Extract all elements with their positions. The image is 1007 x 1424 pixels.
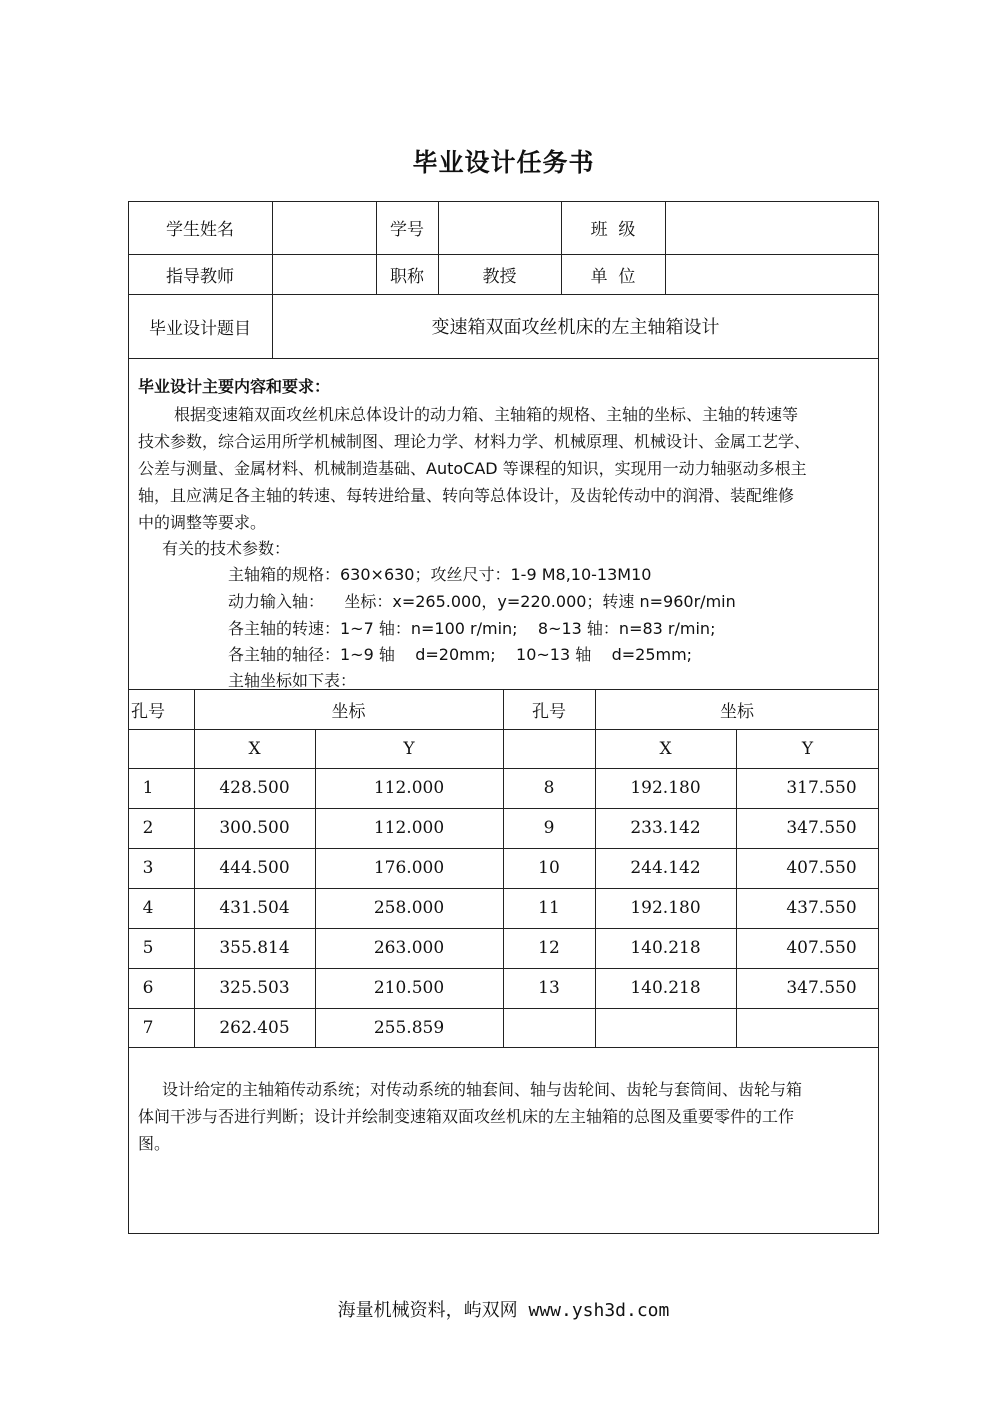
hole-no-cell: 4 [142,898,154,918]
x-cell: 192.180 [630,898,701,918]
y-cell: 347.550 [786,978,857,998]
final-text-line: 设计给定的主轴箱传动系统；对传动系统的轴套间、轴与齿轮间、齿轮与套筒间、齿轮与箱 [162,1080,803,1099]
x-cell: 444.500 [219,858,290,878]
page-title: 毕业设计任务书 [412,148,595,177]
topic-label: 毕业设计题目 [149,318,251,339]
y-cell: 210.500 [373,978,445,998]
param-line: 各主轴的轴径：1~9 轴 d=20mm; 10~13 轴 d=25mm; [228,645,693,664]
footer-watermark: 海量机械资料，屿双网 www.ysh3d.com [337,1300,670,1321]
hole-no-cell: 2 [142,818,154,838]
y-cell: 407.550 [786,938,857,958]
x-cell: 325.503 [219,978,290,998]
advisor-field[interactable] [272,254,376,294]
x-cell: 244.142 [630,858,701,878]
hole-no-cell: 6 [142,978,154,998]
requirements-heading: 毕业设计主要内容和要求： [138,377,331,396]
param-line: 各主轴的转速：1~7 轴：n=100 r/min; 8~13 轴：n=83 r/min; [228,619,716,638]
coord-header: 坐标 [720,701,754,722]
hole-no-cell: 11 [538,898,560,918]
final-text-line: 图。 [138,1134,171,1153]
x-cell: 140.218 [630,938,701,958]
student-id-label: 学号 [390,220,424,240]
x-cell: 262.405 [219,1018,290,1038]
advisor-label: 指导教师 [166,266,234,287]
x-cell: 428.500 [219,778,290,798]
class-label: 班 级 [590,220,636,240]
requirements-text-line: 根据变速箱双面攻丝机床总体设计的动力箱、主轴箱的规格、主轴的坐标、主轴的转速等 [174,405,799,424]
hole-no-cell: 3 [142,858,154,878]
param-line: 动力输入轴： 坐标：x=265.000，y=220.000；转速 n=960r/min [228,592,736,611]
x-header: X [248,738,261,759]
param-line: 主轴坐标如下表： [228,671,357,690]
hole-no-cell: 12 [538,938,560,958]
x-cell: 431.504 [219,898,290,918]
final-text-line: 体间干涉与否进行判断；设计并绘制变速箱双面攻丝机床的左主轴箱的总图及重要零件的工作 [138,1107,795,1126]
params-heading: 有关的技术参数： [162,539,291,558]
class-field[interactable] [665,201,879,254]
hole-no-cell: 5 [142,938,154,958]
hole-no-cell [503,1008,595,1048]
x-cell: 300.500 [219,818,290,838]
y-cell: 407.550 [786,858,857,878]
x-cell [595,1008,736,1048]
x-header: X [659,738,672,759]
coord-header: 坐标 [331,701,366,722]
hole-no-cell: 8 [543,778,555,798]
x-cell: 192.180 [630,778,701,798]
y-cell: 258.000 [373,898,445,918]
title-rank-value: 教授 [482,266,517,287]
requirements-text-line: 中的调整等要求。 [138,513,267,532]
unit-label: 单 位 [590,266,636,287]
hole-no-header: 孔号 [131,701,165,722]
param-line: 主轴箱的规格：630×630；攻丝尺寸：1-9 M8,10-13M10 [228,565,652,584]
requirements-text-line: 公差与测量、金属材料、机械制造基础、AutoCAD 等课程的知识，实现用一动力轴驱动多根主 [138,459,807,478]
y-cell: 437.550 [786,898,857,918]
x-cell: 233.142 [630,818,701,838]
hole-no-cell: 9 [543,818,555,838]
y-cell: 317.550 [786,778,857,798]
y-header: Y [403,738,415,759]
hole-no-cell: 7 [142,1018,154,1038]
y-cell: 112.000 [373,818,445,838]
student-name-field[interactable] [272,201,376,254]
x-cell: 140.218 [630,978,701,998]
y-cell: 176.000 [373,858,445,878]
requirements-text-line: 技术参数，综合运用所学机械制图、理论力学、材料力学、机械原理、机械设计、金属工艺学、 [138,432,811,451]
y-cell: 263.000 [373,938,445,958]
topic-value: 变速箱双面攻丝机床的左主轴箱设计 [431,317,720,338]
y-cell: 255.859 [373,1018,445,1038]
requirements-text-line: 轴，且应满足各主轴的转速、每转进给量、转向等总体设计，及齿轮传动中的润滑、装配维修 [138,486,795,505]
row-divider [128,358,879,359]
hole-no-header: 孔号 [532,701,566,722]
hole-no-cell: 10 [538,858,560,878]
y-header: Y [801,738,814,759]
y-cell: 347.550 [786,818,857,838]
student-name-label: 学生姓名 [166,220,234,240]
y-cell: 112.000 [373,778,445,798]
title-rank-label: 职称 [390,266,424,287]
x-cell: 355.814 [219,938,290,958]
unit-field[interactable] [665,254,879,294]
hole-no-cell: 13 [538,978,560,998]
y-cell [736,1008,879,1048]
hole-no-cell: 1 [142,778,154,798]
student-id-field[interactable] [438,201,561,254]
